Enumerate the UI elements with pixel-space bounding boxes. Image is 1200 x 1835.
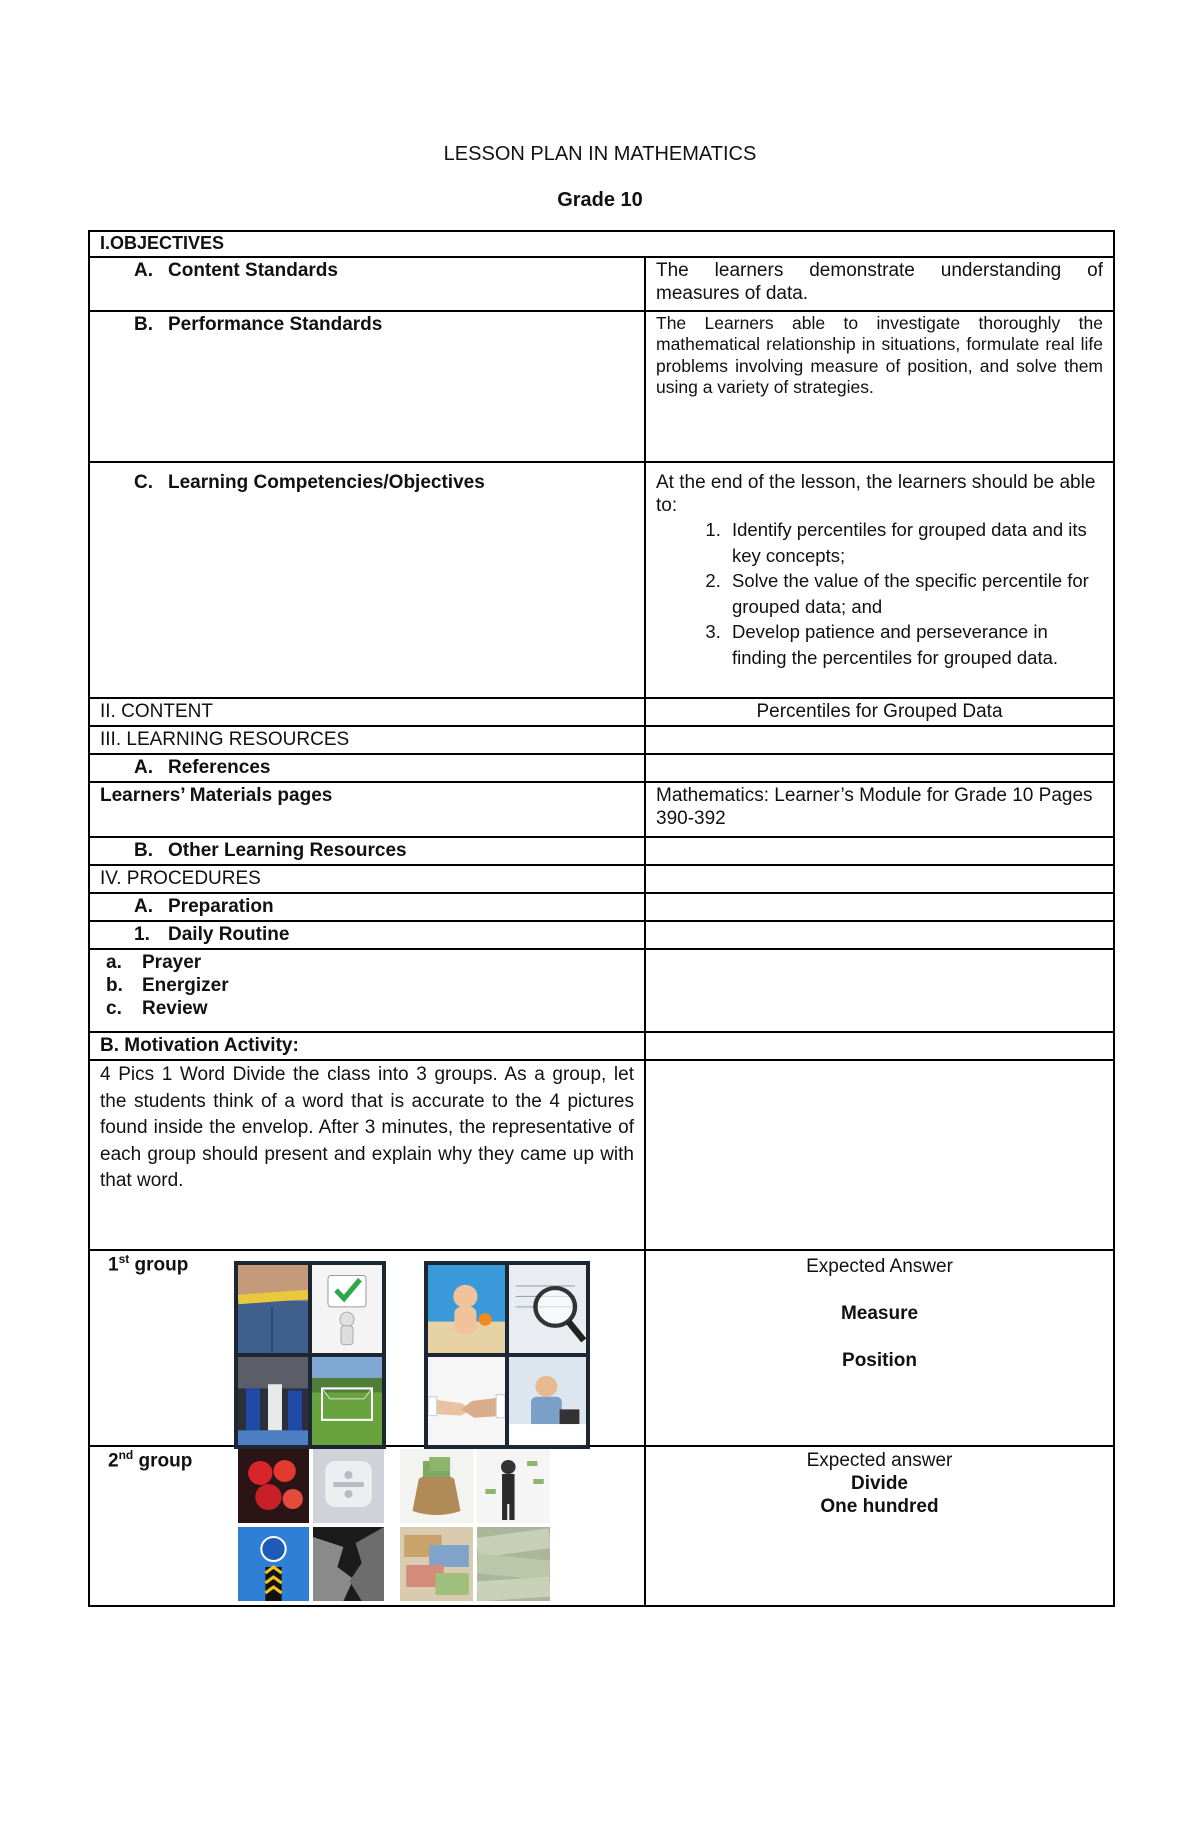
cracked-split-image [313,1527,384,1601]
resources-row [89,726,1114,754]
expected-answer-word: One hundred [820,1496,939,1518]
group-2-row [89,1446,1114,1606]
competencies-intro: At the end of the lesson, the learners should be able to: [656,472,1096,517]
competencies-row [89,462,1114,698]
soccer-goal-field-image [312,1357,382,1445]
sliced-strawberries-image [238,1449,309,1523]
performance-standards-value: The Learners able to investigate thoroughly the mathematical relationship in situations, formulate real life problems involving measure of position, and solve them using a variety of strategies. [645,311,1114,462]
content-value: Percentiles for Grouped Data [645,698,1114,726]
daily-routine-row [89,921,1114,949]
picture-set-divide [238,1449,384,1601]
group-2-expected [645,1446,1114,1606]
euro-banknotes-image [400,1527,473,1601]
grade-level: Grade 10 [557,189,643,211]
preparation-label: A. Preparation [89,893,645,921]
performance-standards-row [89,311,1114,462]
volleyball-players-image [238,1357,308,1445]
routine-item: a. Prayer [106,952,202,973]
handshake-image [428,1357,505,1445]
lesson-plan-table [88,230,1115,1607]
group-2-cell [89,1446,645,1606]
learners-materials-value: Mathematics: Learner’s Module for Grade 10 Pages 390-392 [645,782,1114,837]
competency-item: 3. Develop patience and perseverance in finding the percentiles for grouped data. [726,619,1103,670]
references-row [89,754,1114,782]
divide-sign-icon-image [313,1449,384,1523]
expected-answer-label: Expected answer [806,1450,953,1471]
content-heading: II. CONTENT [89,698,645,726]
motivation-heading: B. Motivation Activity: [89,1032,645,1060]
checkmark-figure-image [312,1265,382,1353]
expected-answer-label: Expected Answer [806,1256,953,1277]
content-standards-value: The learners demonstrate understanding of measures of data. [645,257,1114,311]
competency-item: 2. Solve the value of the specific percentile for grouped data; and [726,568,1103,619]
document-title: LESSON PLAN IN MATHEMATICS [443,143,757,165]
businessman-at-desk-image [509,1357,586,1445]
procedures-row [89,865,1114,893]
measuring-tape-waist-image [238,1265,308,1353]
child-at-beach-image [428,1265,505,1353]
motivation-description: 4 Pics 1 Word Divide the class into 3 groups. As a group, let the students think of a word that is accurate to the 4 pictures found inside the envelop. After 3 minutes, the representative of each group should present and explain why they came up with that word. [89,1060,645,1250]
dollar-bills-image [477,1527,550,1601]
other-resources-label: B. Other Learning Resources [89,837,645,865]
competencies-value [645,462,1114,698]
competency-item: 1. Identify percentiles for grouped data and its key concepts; [726,517,1103,568]
routine-items [89,949,645,1032]
objectives-heading: I.OBJECTIVES [89,231,1114,257]
group-1-expected [645,1250,1114,1446]
routine-items-row [89,949,1114,1032]
picture-set-position [424,1261,590,1449]
references-label: A. References [89,754,645,782]
group-1-row [89,1250,1114,1446]
expected-answer-word: Divide [850,1473,909,1495]
expected-answer-word: Position [842,1350,917,1372]
preparation-row [89,893,1114,921]
expected-answer-word: Measure [840,1303,919,1325]
procedures-heading: IV. PROCEDURES [89,865,645,893]
competencies-list [656,517,1103,670]
routine-item: c. Review [106,998,208,1020]
objectives-row [89,231,1114,257]
group-label: 1st group [108,1252,189,1276]
man-with-flying-money-image [477,1449,550,1523]
content-standards-label: A. Content Standards [89,257,645,311]
daily-routine-label: 1. Daily Routine [89,921,645,949]
road-sign-sky-image [238,1527,309,1601]
content-row [89,698,1114,726]
competencies-label: C. Learning Competencies/Objectives [89,462,645,698]
content-standards-row [89,257,1114,311]
motivation-description-row [89,1060,1114,1250]
resources-heading: III. LEARNING RESOURCES [89,726,645,754]
magnifying-glass-document-image [509,1265,586,1353]
picture-set-measure [234,1261,386,1449]
learners-materials-label: Learners’ Materials pages [89,782,645,837]
other-resources-row [89,837,1114,865]
learners-materials-row [89,782,1114,837]
group-1-cell [89,1250,645,1446]
motivation-heading-row [89,1032,1114,1060]
group-label: 2nd group [108,1448,193,1472]
performance-standards-label: B. Performance Standards [89,311,645,462]
picture-set-one-hundred [400,1449,550,1601]
money-bag-image [400,1449,473,1523]
routine-item: b. Energizer [106,975,229,997]
